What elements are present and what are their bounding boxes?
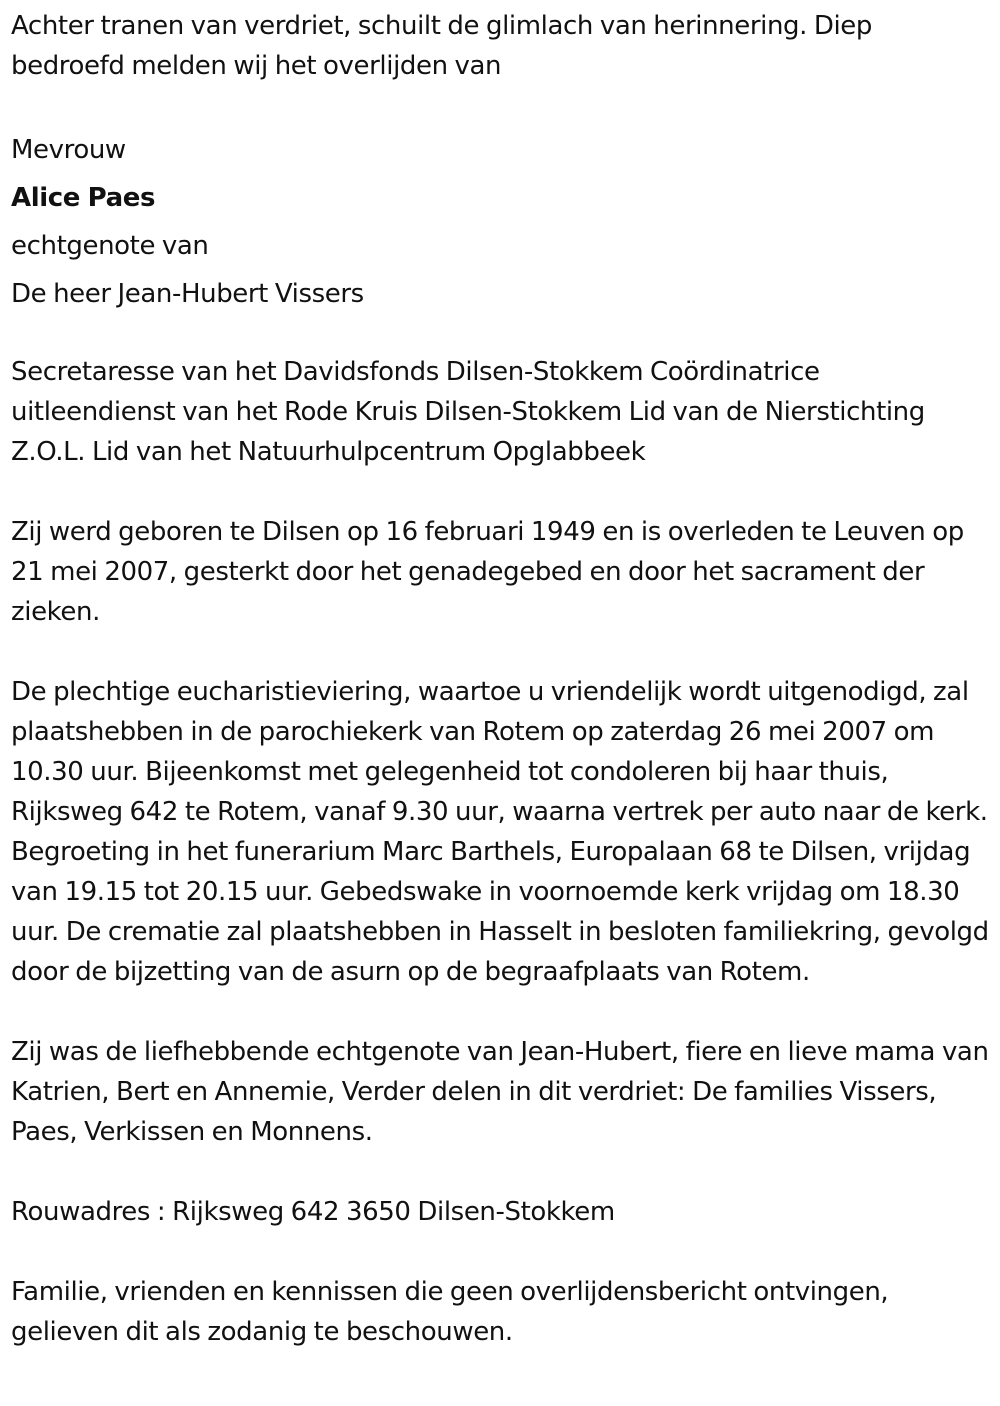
family-paragraph: Zij was de liefhebbende echtgenote van Jean-Hubert, fiere en lieve mama van Katrien, Bert en Annemie, Verder delen in dit verdriet: De families Vissers, Paes, Verkissen en Monnens. [11,1037,989,1147]
spouse-prefix: echtgenote van [11,231,209,261]
salutation: Mevrouw [11,135,126,165]
closing-paragraph: Familie, vrienden en kennissen die geen overlijdensbericht ontvingen, gelieven dit als zodanig te beschouwen. [11,1277,889,1347]
birth-death-paragraph: Zij werd geboren te Dilsen op 16 februari 1949 en is overleden te Leuven op 21 mei 2007, gesterkt door het genadegebed en door het sacrament der zieken. [11,517,964,627]
mourning-address: Rouwadres : Rijksweg 642 3650 Dilsen-Stokkem [11,1197,615,1227]
ceremony-paragraph: De plechtige eucharistieviering, waartoe u vriendelijk wordt uitgenodigd, zal plaatshebben in de parochiekerk van Rotem op zaterdag 26 mei 2007 om 10.30 uur. Bijeenkomst met gelegenheid tot condoleren bij haar thuis, Rijksweg 642 te Rotem, vanaf 9.30 uur, waarna vertrek per auto naar de kerk. Begroeting in het funerarium Marc Barthels, Europalaan 68 te Dilsen, vrijdag van 19.15 tot 20.15 uur. Gebedswake in voornoemde kerk vrijdag om 18.30 uur. De crematie zal plaatshebben in Hasselt in besloten familiekring, gevolgd door de bijzetting van de asurn op de begraafplaats van Rotem. [11,677,989,987]
intro-text: Achter tranen van verdriet, schuilt de glimlach van herinnering. Diep bedroefd melden wij het overlijden van [11,11,873,81]
deceased-name: Alice Paes [11,183,156,213]
roles-paragraph: Secretaresse van het Davidsfonds Dilsen-Stokkem Coördinatrice uitleendienst van het Rode Kruis Dilsen-Stokkem Lid van de Nierstichting Z.O.L. Lid van het Natuurhulpcentrum Opglabbeek [11,357,925,467]
spouse-name: De heer Jean-Hubert Vissers [11,279,364,309]
